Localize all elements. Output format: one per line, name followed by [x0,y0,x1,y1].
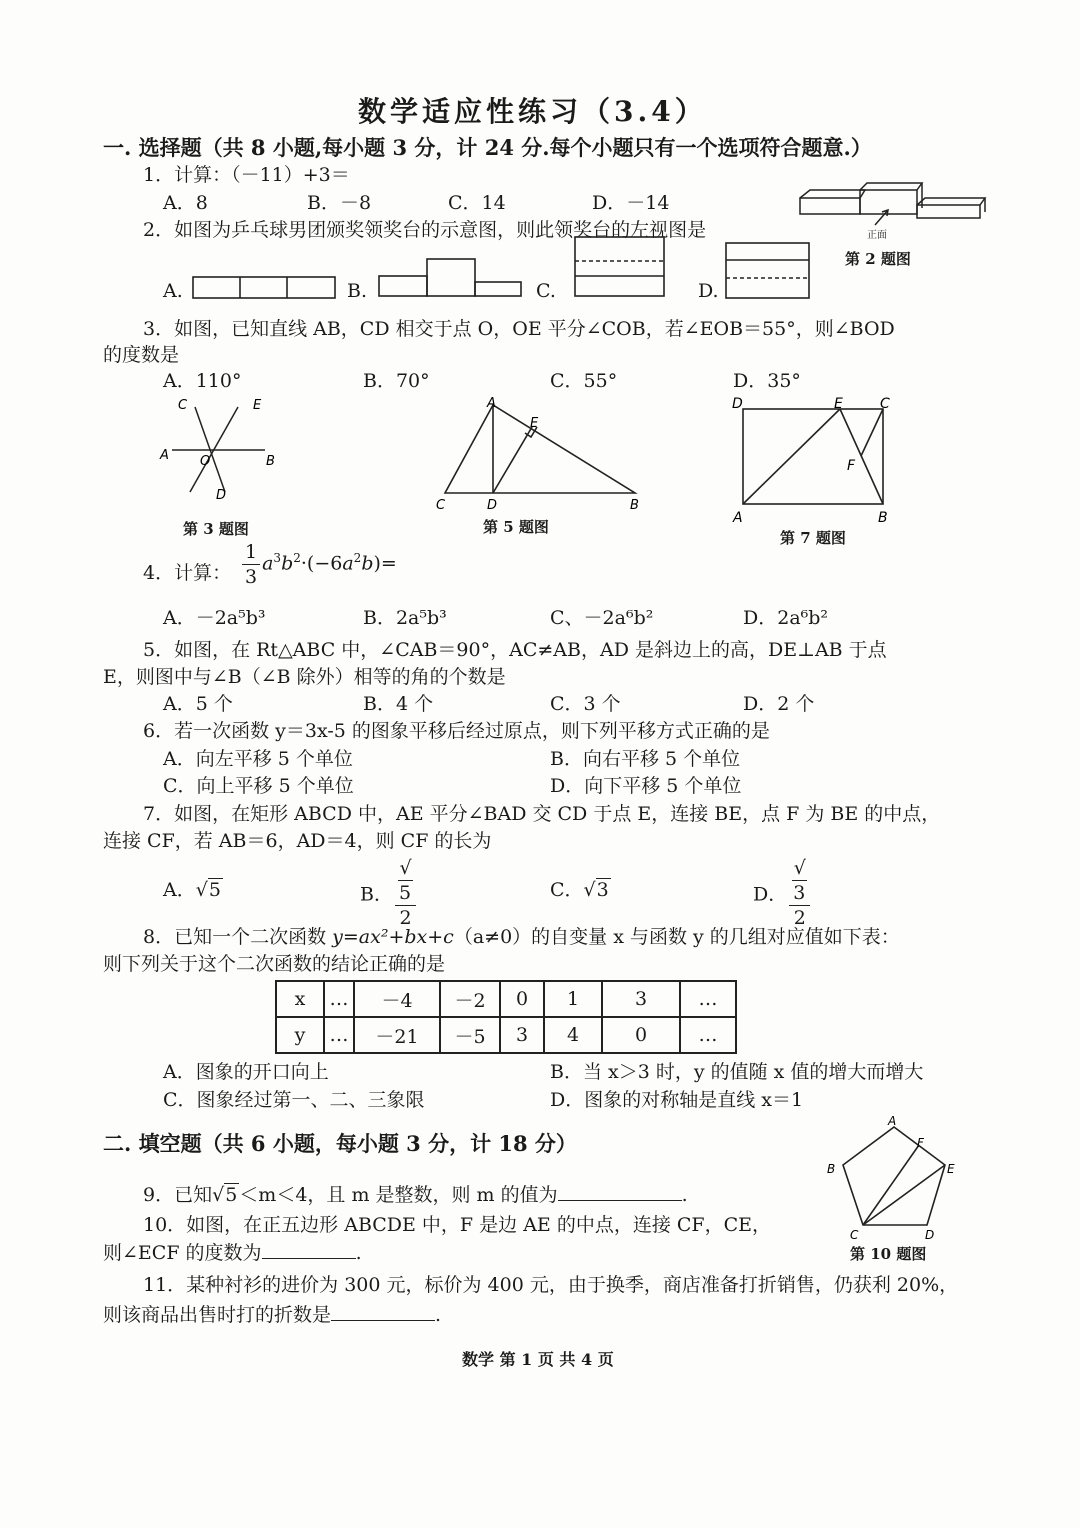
table-cell: … [324,1017,354,1053]
q1-option-a: A．8 [163,192,208,214]
q10-stem-cont [103,1238,362,1265]
fig5-label-d: D [487,498,498,513]
q6-option-a: A．向左平移 5 个单位 [163,748,353,770]
fig10-pentagon [823,1115,963,1245]
q11-answer-blank[interactable] [331,1320,435,1321]
table-row-x [276,981,736,1017]
q7-option-b: B． √ 5 2 [360,856,418,930]
q2-option-d: D. [698,280,719,302]
q2-option-c-figure [574,236,666,298]
q8-stem-cont: 则下列关于这个二次函数的结论正确的是 [103,953,446,975]
q4-option-a: A．－2a⁵b³ [163,607,266,629]
fig5-label-c: C [436,498,446,513]
q2-option-d-figure [725,242,811,300]
table-cell: … [680,981,736,1017]
q9-stem: 9．已知√5 ＜m＜4，且 m 是整数，则 m 的值为 . [143,1184,688,1206]
q7-stem: 7．如图，在矩形 ABCD 中，AE 平分∠BAD 交 CD 于点 E，连接 BE，点 F 为 BE 的中点， [143,803,941,825]
q1-option-b: B．－8 [307,192,372,214]
q11-stem-cont [103,1300,441,1327]
q1-option-d: D．－14 [592,192,670,214]
page-title: 数学适应性练习（3.4） [358,95,707,128]
q3-option-c: C．55° [550,370,618,392]
q7-stem-cont: 连接 CF，若 AB＝6，AD＝4，则 CF 的长为 [103,830,492,852]
q7-option-b-denominator: 2 [399,907,412,929]
q7-option-c-radicand: 3 [596,879,609,901]
q1-stem: 1．计算：（－11）+3＝ [143,164,350,186]
fig3-label-e: E [253,398,262,413]
q2-option-b-figure [378,258,523,300]
table-cell: 3 [602,981,680,1017]
table-cell: －5 [440,1017,500,1053]
fig3-label-b: B [266,454,275,469]
q10-stem: 10．如图，在正五边形 ABCDE 中，F 是边 AE 的中点，连接 CF，CE， [143,1214,771,1236]
q4-prefix: 4．计算： [143,562,232,584]
q8-stem-a: 8．已知一个二次函数 [143,926,333,948]
table-row-y [276,1017,736,1053]
fig7-label-c: C [880,396,890,412]
q7-option-c: C．√3 [550,879,609,901]
q7-option-a-radicand: 5 [208,879,221,901]
fig10-label-d: D [925,1228,935,1242]
q5-stem: 5．如图，在 Rt△ABC 中，∠CAB＝90°，AC≠AB，AD 是斜边上的高，DE⊥AB 于点 [143,639,887,661]
table-cell: 3 [500,1017,544,1053]
q4-option-b: B．2a⁵b³ [363,607,447,629]
q7-option-d: D． √ 3 2 [753,856,812,930]
q6-option-d: D．向下平移 5 个单位 [550,775,742,797]
q7-option-b-radicand: 5 [398,882,412,904]
q3-option-b: B．70° [363,370,430,392]
q8-stem-b: （a≠0）的自变量 x 与函数 y 的几组对应值如下表： [453,926,900,948]
fig2-podium-diagram [795,178,990,248]
q9-radicand: 5 [225,1184,238,1206]
fig10-label-c: C [850,1228,859,1242]
q2-stem: 2．如图为乒乓球男团颁奖领奖台的示意图，则此领奖台的左视图是 [143,219,707,241]
q7-option-c-label: C． [550,879,584,901]
fig5-label-a: A [487,396,496,411]
fig5-label-b: B [630,498,639,513]
q8-value-table [275,980,737,1054]
fig10-label-f: F [917,1136,924,1150]
q9-pre: 9．已知 [143,1184,213,1206]
page-footer: 数学 第 1 页 共 4 页 [462,1350,614,1369]
q2-option-c: C. [536,280,556,302]
q8-option-b: B．当 x＞3 时，y 的值随 x 值的增大而增大 [550,1061,924,1083]
q5-stem-cont: E，则图中与∠B（∠B 除外）相等的角的个数是 [103,666,506,688]
table-cell: … [324,981,354,1017]
table-cell: －4 [354,981,440,1017]
q5-option-a: A．5 个 [163,693,233,715]
table-cell: －21 [354,1017,440,1053]
fig3-label-c: C [178,398,188,413]
q10-stem-text: 则∠ECF 的度数为 [103,1242,262,1264]
q3-option-d: D．35° [733,370,801,392]
fig3-label-o: O [200,454,211,469]
q8-option-c: C．图象经过第一、二、三象限 [163,1089,425,1111]
q11-stem: 11．某种衬衫的进价为 300 元，标价为 400 元，由于换季，商店准备打折销售，仍获利 20%， [143,1274,959,1296]
q9-post: ＜m＜4，且 m 是整数，则 m 的值为 [239,1184,558,1206]
fig3-caption: 第 3 题图 [183,520,249,538]
fig3-label-d: D [216,488,227,503]
fig7-label-a: A [733,510,743,526]
table-cell: x [276,981,324,1017]
section2-header: 二. 填空题（共 6 小题，每小题 3 分，计 18 分） [103,1131,577,1156]
q4-option-d: D．2a⁶b² [743,607,829,629]
q11-stem-text: 则该商品出售时打的折数是 [103,1304,332,1326]
table-cell: 0 [500,981,544,1017]
fig10-label-e: E [947,1162,955,1176]
fig10-label-b: B [827,1162,836,1176]
q9-answer-blank[interactable] [558,1200,682,1201]
fig2-front-label: 正面 [867,230,887,241]
q6-stem: 6．若一次函数 y＝3x-5 的图象平移后经过原点，则下列平移方式正确的是 [143,720,770,742]
q2-option-a: A. [163,280,183,302]
table-cell: y [276,1017,324,1053]
q8-stem [143,922,900,949]
fig3-label-a: A [160,448,169,463]
q5-option-c: C．3 个 [550,693,621,715]
fig7-label-d: D [732,396,743,412]
q3-option-a: A．110° [163,370,242,392]
fig5-label-e: E [530,416,539,431]
q7-option-a: A．√5 [163,879,221,901]
q8-option-d: D．图象的对称轴是直线 x＝1 [550,1089,804,1111]
fig10-label-a: A [888,1114,897,1128]
q8-function: y=ax²+bx+c [332,926,454,948]
q5-option-b: B．4 个 [363,693,434,715]
q6-option-b: B．向右平移 5 个单位 [550,748,741,770]
table-cell: … [680,1017,736,1053]
fig7-rectangle [730,392,900,532]
q3-stem: 3．如图，已知直线 AB，CD 相交于点 O，OE 平分∠COB，若∠EOB＝55°，则∠BOD [143,318,895,340]
q9-end: . [681,1184,688,1206]
q7-option-d-radicand: 3 [793,882,806,904]
q7-option-b-label: B． [360,883,393,906]
q8-option-a: A．图象的开口向上 [163,1061,329,1083]
q3-stem-cont: 的度数是 [103,344,180,366]
q2-option-a-figure [192,276,337,300]
q7-option-d-denominator: 2 [793,907,806,929]
fig7-label-f: F [847,458,856,474]
q7-option-a-label: A． [163,879,196,901]
table-cell: －2 [440,981,500,1017]
q7-option-d-label: D． [753,883,788,906]
fig7-label-b: B [878,510,888,526]
fig2-caption: 第 2 题图 [845,250,911,268]
fig3-intersecting-lines [160,395,290,505]
q2-option-b: B. [347,280,368,302]
fig7-caption: 第 7 题图 [780,529,846,547]
fig5-caption: 第 5 题图 [483,518,549,536]
section1-header: 一. 选择题（共 8 小题,每小题 3 分，计 24 分.每个小题只有一个选项符合题意.） [103,135,872,160]
fig10-caption: 第 10 题图 [850,1245,927,1263]
fig7-label-e: E [834,396,843,412]
q11-end: . [435,1304,442,1326]
q1-option-c: C．14 [448,192,506,214]
q5-option-d: D．2 个 [743,693,815,715]
q6-option-c: C．向上平移 5 个单位 [163,775,354,797]
q4-option-c: C、－2a⁶b² [550,607,654,629]
table-cell: 4 [544,1017,602,1053]
q10-end: . [355,1242,362,1264]
q4-expression: $\frac{1}{3}$ $a^3b^2\cdot(-6a^2b)=$ [240,540,397,589]
table-cell: 0 [602,1017,680,1053]
table-cell: 1 [544,981,602,1017]
fig5-right-triangle [430,393,650,513]
q10-answer-blank[interactable] [262,1258,356,1259]
